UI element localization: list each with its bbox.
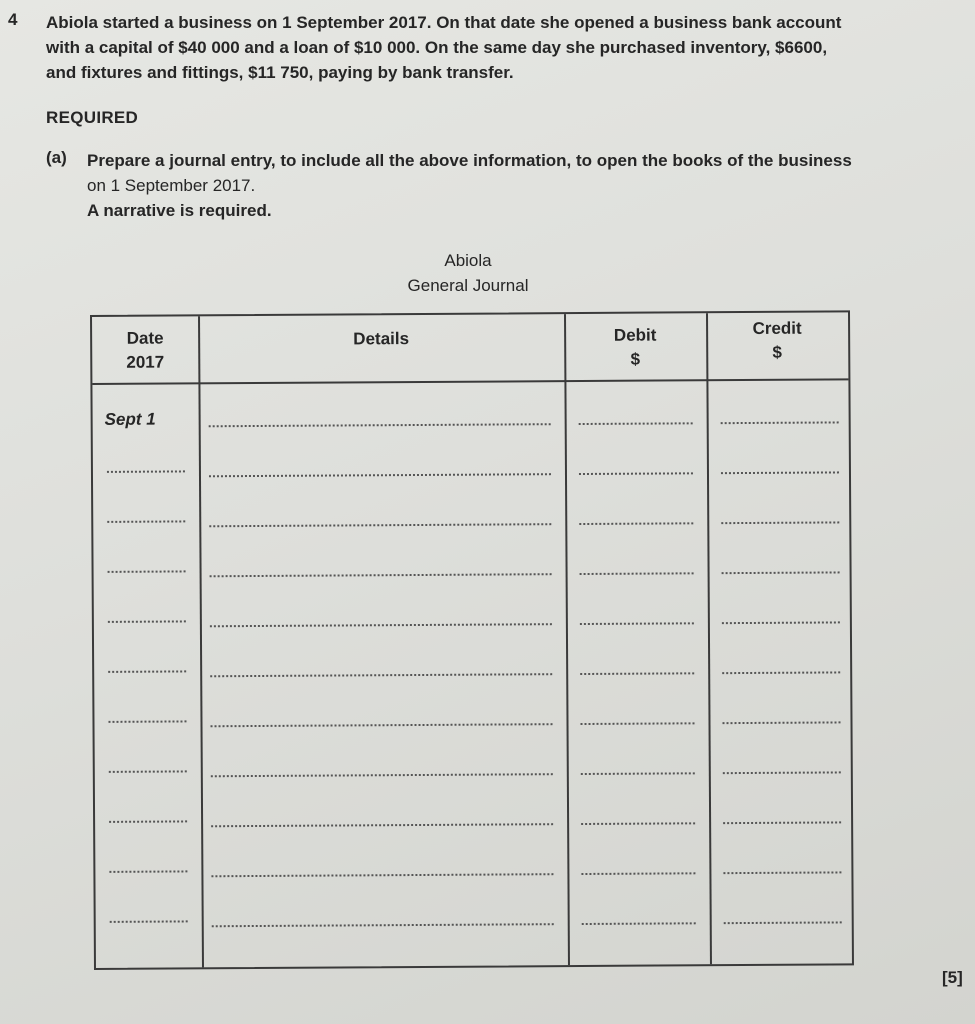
debit-header-label: Debit [613, 325, 657, 345]
debit-answer-line[interactable] [579, 422, 693, 425]
required-heading: REQUIRED [46, 108, 139, 127]
date-answer-line[interactable] [107, 470, 185, 472]
debit-answer-line[interactable] [582, 922, 696, 925]
journal-row [95, 805, 851, 860]
credit-answer-line[interactable] [722, 621, 840, 624]
credit-answer-line[interactable] [723, 771, 841, 774]
journal-title-block [318, 248, 618, 298]
debit-header [564, 323, 706, 372]
credit-answer-line[interactable] [721, 521, 839, 524]
general-journal-table [90, 310, 854, 970]
date-answer-line[interactable] [109, 770, 187, 772]
date-answer-line[interactable] [110, 920, 188, 922]
details-answer-line[interactable] [209, 473, 551, 477]
date-answer-line[interactable] [109, 820, 187, 822]
date-answer-line[interactable] [108, 620, 186, 622]
debit-answer-line[interactable] [579, 522, 693, 525]
narrative-requirement: A narrative is required. [87, 201, 272, 220]
credit-answer-line[interactable] [721, 471, 839, 474]
details-answer-line[interactable] [210, 573, 552, 577]
part-a-label: (a) [46, 148, 67, 167]
debit-answer-line[interactable] [581, 822, 695, 825]
question-line: Abiola started a business on 1 September 2017. On that date she opened a business bank account [46, 13, 842, 32]
details-answer-line[interactable] [209, 523, 551, 527]
details-answer-line[interactable] [211, 873, 553, 877]
credit-answer-line[interactable] [722, 721, 840, 724]
question-line: and fixtures and fittings, $11 750, paying by bank transfer. [46, 63, 514, 82]
journal-row [93, 405, 849, 460]
credit-header [706, 316, 848, 365]
journal-row [94, 605, 850, 660]
date-answer-line[interactable] [107, 520, 185, 522]
journal-owner: Abiola [444, 251, 492, 270]
question-text [46, 10, 946, 85]
journal-row [95, 855, 851, 910]
debit-answer-line[interactable] [580, 572, 694, 575]
credit-answer-line[interactable] [722, 671, 840, 674]
details-header: Details [353, 329, 410, 349]
credit-answer-line[interactable] [723, 871, 841, 874]
credit-header-unit: $ [772, 342, 783, 362]
date-answer-line[interactable] [108, 570, 186, 572]
date-answer-line[interactable] [108, 670, 186, 672]
debit-answer-line[interactable] [581, 722, 695, 725]
credit-answer-line[interactable] [724, 921, 842, 924]
debit-header-unit: $ [630, 349, 641, 369]
journal-row [93, 555, 849, 610]
date-answer-line[interactable] [108, 720, 186, 722]
details-answer-line[interactable] [212, 923, 554, 927]
question-number: 4 [8, 10, 18, 29]
journal-row [95, 755, 851, 810]
part-a-line: Prepare a journal entry, to include all the above information, to open the books of the business [87, 151, 852, 170]
journal-row [93, 505, 849, 560]
journal-row [93, 455, 849, 510]
details-answer-line[interactable] [211, 773, 553, 777]
details-answer-line[interactable] [210, 623, 552, 627]
date-header-label: Date [126, 328, 164, 348]
date-header-year: 2017 [126, 352, 165, 372]
part-a-line: on 1 September 2017. [87, 176, 256, 195]
header-divider [92, 378, 848, 385]
details-answer-line[interactable] [210, 673, 552, 677]
question-line: with a capital of $40 000 and a loan of $10 000. On the same day she purchased inventory, $6600, [46, 38, 828, 57]
details-answer-line[interactable] [211, 823, 553, 827]
journal-row [94, 705, 850, 760]
date-header [92, 326, 198, 375]
credit-answer-line[interactable] [721, 421, 839, 424]
debit-answer-line[interactable] [581, 772, 695, 775]
details-answer-line[interactable] [211, 723, 553, 727]
credit-header-label: Credit [752, 318, 802, 338]
credit-answer-line[interactable] [723, 821, 841, 824]
date-answer-line[interactable] [109, 870, 187, 872]
part-a-text [87, 148, 947, 223]
credit-answer-line[interactable] [722, 571, 840, 574]
debit-answer-line[interactable] [581, 872, 695, 875]
journal-row [96, 905, 852, 960]
debit-answer-line[interactable] [580, 622, 694, 625]
journal-title: General Journal [407, 276, 529, 295]
details-answer-line[interactable] [209, 423, 551, 427]
debit-answer-line[interactable] [580, 672, 694, 675]
marks-allocation: [5] [942, 968, 963, 987]
journal-row [94, 655, 850, 710]
debit-answer-line[interactable] [579, 472, 693, 475]
journal-row-date: Sept 1 [104, 409, 156, 429]
